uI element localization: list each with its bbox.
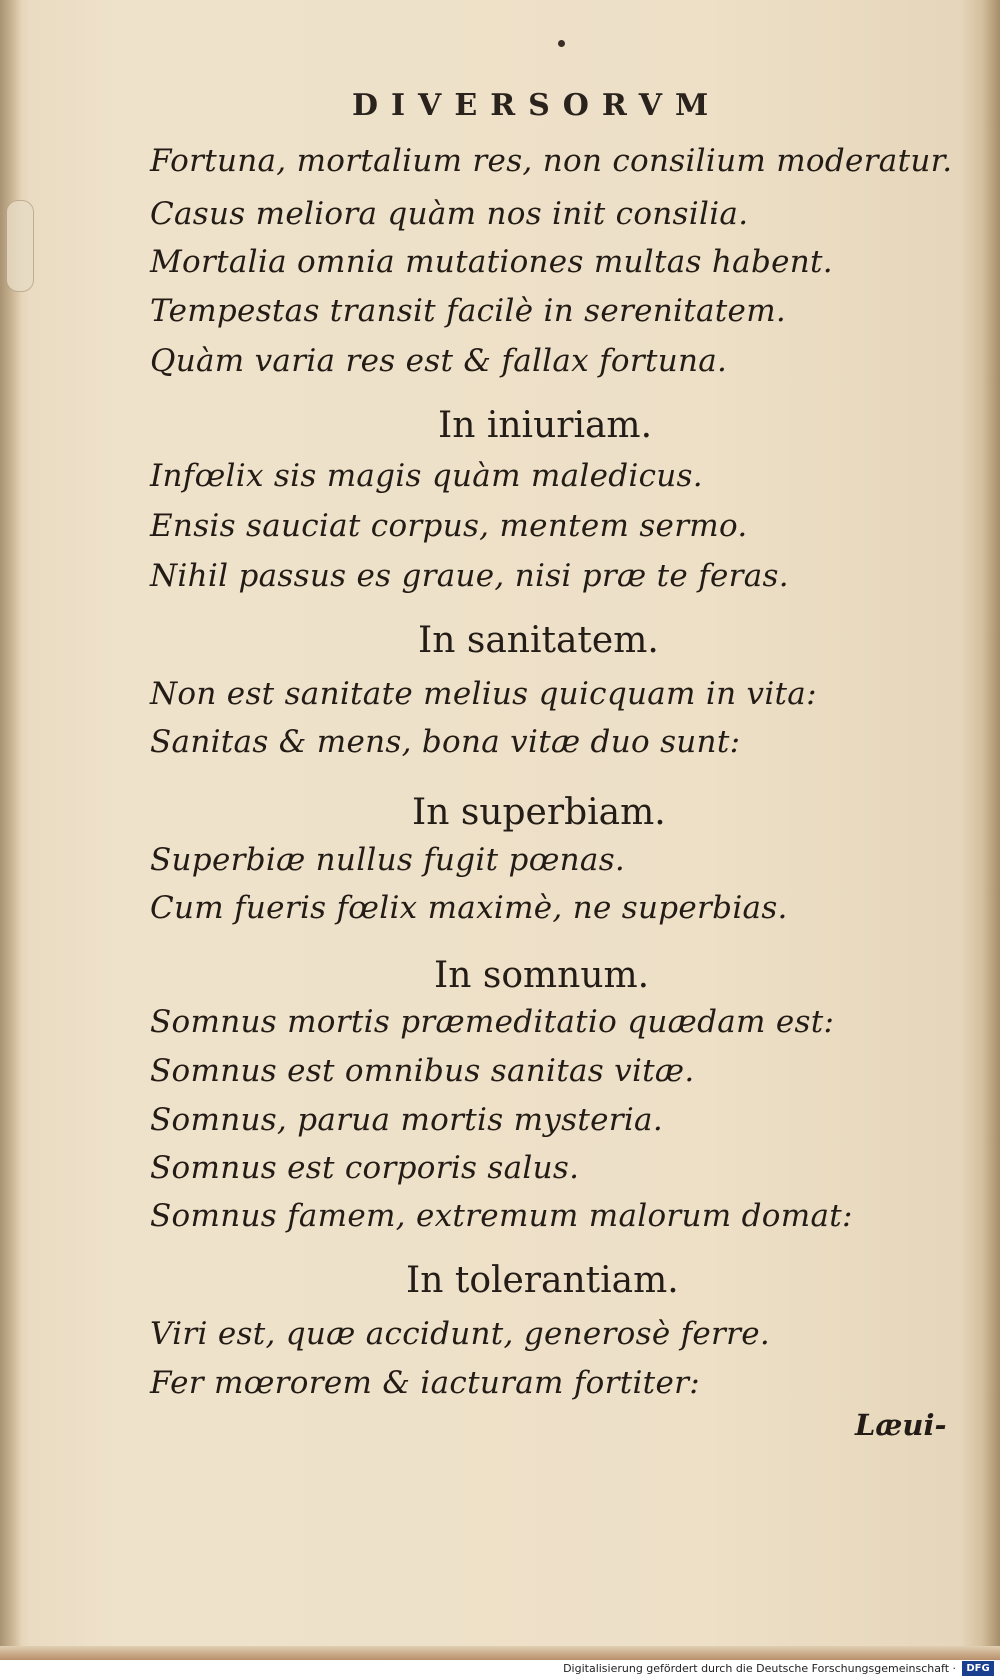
- text-line: Fortuna, mortalium res, non consilium moderatur.: [150, 143, 953, 179]
- dfg-logo: DFG: [962, 1661, 994, 1676]
- text-line: Sanitas & mens, bona vitæ duo sunt:: [150, 724, 741, 760]
- page-bottom-edge: [0, 1646, 1000, 1660]
- page-edge: [982, 0, 1000, 1660]
- text-line: Somnus mortis præmeditatio quædam est:: [150, 1004, 835, 1040]
- text-line: Somnus est corporis salus.: [150, 1150, 580, 1186]
- text-line: Quàm varia res est & fallax fortuna.: [150, 343, 728, 379]
- text-line: Tempestas transit facilè in serenitatem.: [150, 293, 787, 329]
- text-line: Mortalia omnia mutationes multas habent.: [150, 244, 833, 280]
- section-heading: In somnum.: [434, 955, 650, 996]
- text-line: Infœlix sis magis quàm maledicus.: [150, 458, 703, 494]
- text-line: Cum fueris fœlix maximè, ne superbias.: [150, 890, 788, 926]
- ink-mark: [558, 40, 565, 47]
- section-heading: In sanitatem.: [418, 620, 659, 661]
- text-line: Somnus, parua mortis mysteria.: [150, 1102, 663, 1138]
- section-heading: In iniuriam.: [438, 405, 653, 446]
- text-line: Somnus famem, extremum malorum domat:: [150, 1198, 853, 1234]
- text-line: Superbiæ nullus fugit pœnas.: [150, 842, 626, 878]
- running-header: DIVERSORVM: [352, 88, 722, 123]
- text-line: Ensis sauciat corpus, mentem sermo.: [150, 508, 748, 544]
- text-line: Viri est, quæ accidunt, generosè ferre.: [150, 1316, 771, 1352]
- catchword: Læui-: [855, 1408, 947, 1442]
- text-line: Non est sanitate melius quicquam in vita:: [150, 676, 817, 712]
- section-heading: In superbiam.: [412, 792, 666, 833]
- text-line: Nihil passus es graue, nisi præ te feras.: [150, 558, 789, 594]
- digitization-footer: [0, 1660, 1000, 1679]
- text-line: Somnus est omnibus sanitas vitæ.: [150, 1053, 695, 1089]
- text-line: Casus meliora quàm nos init consilia.: [150, 196, 749, 232]
- section-heading: In tolerantiam.: [406, 1260, 679, 1301]
- page-clip: [6, 200, 34, 292]
- footer-credit: Digitalisierung gefördert durch die Deutsche Forschungsgemeinschaft ·: [563, 1662, 956, 1675]
- text-line: Fer mœrorem & iacturam fortiter:: [150, 1365, 700, 1401]
